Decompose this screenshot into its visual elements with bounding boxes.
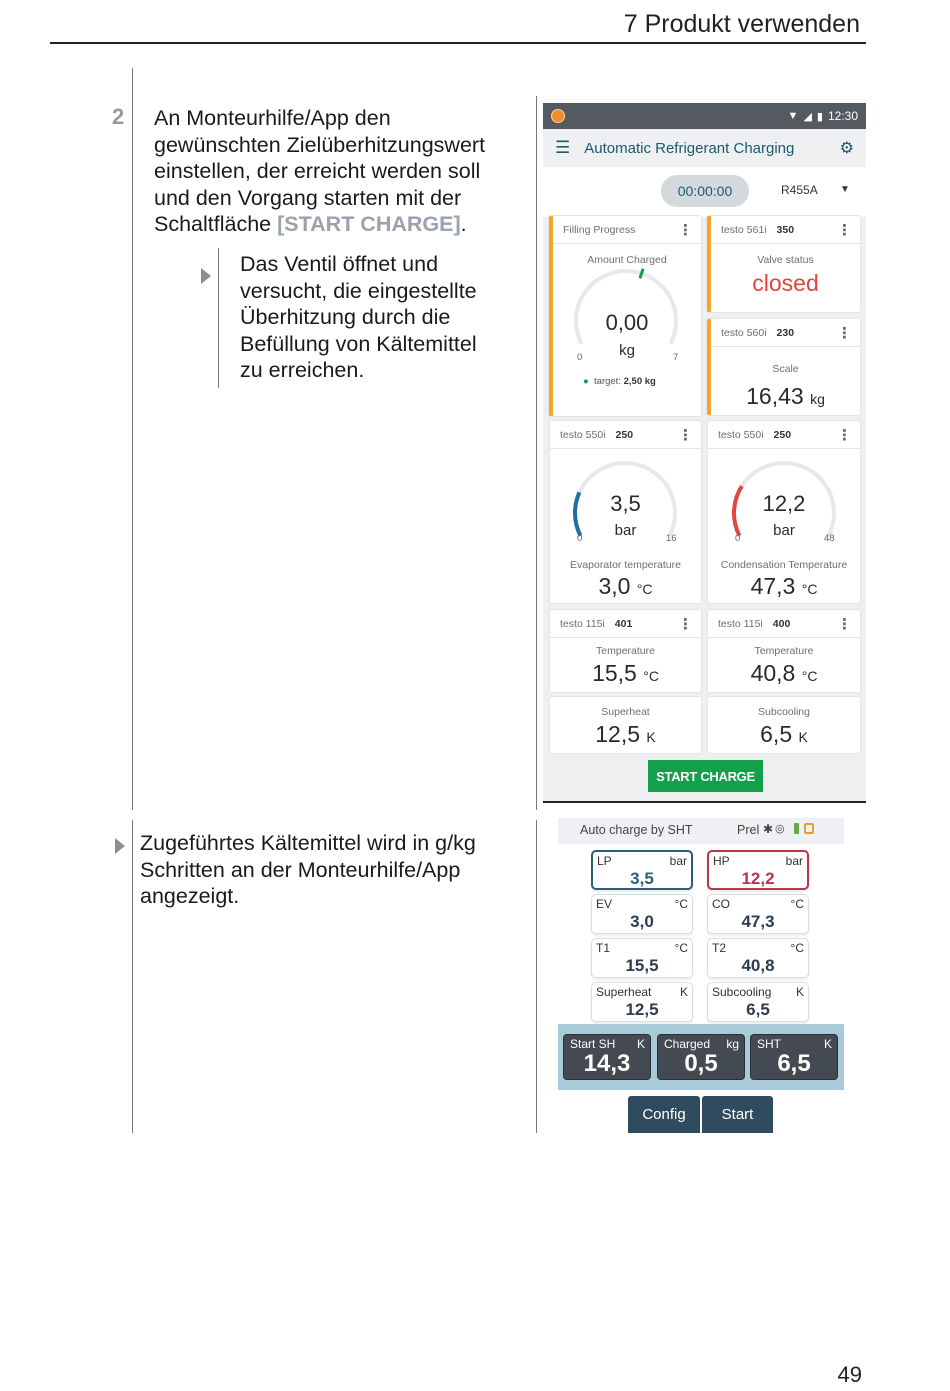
tile-value: 47,3 bbox=[741, 912, 775, 931]
gauge-min: 0 bbox=[735, 533, 741, 544]
tile-unit: bar bbox=[785, 854, 803, 868]
phone-app-screenshot bbox=[543, 103, 866, 801]
valve-status-value: closed bbox=[752, 270, 819, 296]
hp-tile bbox=[707, 850, 809, 890]
evaporator-temperature-row bbox=[550, 573, 701, 600]
bullet-arrow-icon bbox=[201, 268, 211, 284]
step-line: einstellen, der erreicht werden soll bbox=[154, 159, 481, 183]
result-line: Befüllung von Kältemittel bbox=[240, 331, 477, 356]
subcooling-card bbox=[708, 697, 860, 753]
more-options-icon[interactable]: ⋮ bbox=[837, 324, 852, 342]
scale-value: 16,43 bbox=[746, 383, 804, 409]
device-id: 401 bbox=[614, 617, 633, 630]
tile-name: Subcooling bbox=[712, 985, 772, 999]
device-name: testo 550i bbox=[560, 428, 606, 441]
amount-charged-label: Amount Charged bbox=[587, 254, 667, 266]
gauge-max: 48 bbox=[824, 533, 835, 544]
device-id: 250 bbox=[773, 428, 792, 441]
low-pressure-unit: bar bbox=[614, 522, 637, 539]
temperature-label: Temperature bbox=[754, 645, 814, 657]
valve-status-card bbox=[707, 216, 860, 312]
start-charge-reference: [START CHARGE] bbox=[277, 212, 461, 236]
device-id: 350 bbox=[776, 223, 795, 236]
gear-icon[interactable]: ⚙ bbox=[839, 140, 854, 157]
settings-icon: ◎ bbox=[775, 823, 785, 835]
condensation-temperature-row bbox=[708, 573, 860, 600]
result2-text bbox=[140, 830, 476, 910]
tile-name: HP bbox=[713, 854, 730, 868]
step-divider-right bbox=[536, 96, 537, 810]
condensation-temperature-unit: °C bbox=[801, 581, 818, 597]
card-title: Filling Progress bbox=[563, 223, 636, 236]
more-options-icon[interactable]: ⋮ bbox=[678, 615, 693, 633]
tile-name: T2 bbox=[712, 941, 727, 955]
device-name: testo 561i bbox=[721, 223, 767, 236]
header-rule bbox=[50, 42, 866, 44]
app-title: Automatic Refrigerant Charging bbox=[584, 139, 795, 157]
gauge-max: 7 bbox=[673, 352, 679, 363]
menu-icon[interactable]: ☰ bbox=[555, 138, 571, 157]
lp-tile bbox=[591, 850, 693, 890]
tile-value: 6,5 bbox=[777, 1050, 811, 1077]
co-tile bbox=[707, 894, 809, 934]
high-pressure-value: 12,2 bbox=[762, 491, 806, 516]
device-id: 230 bbox=[776, 326, 795, 339]
tile-value: 6,5 bbox=[746, 1000, 770, 1019]
tile-unit: K bbox=[823, 1037, 832, 1051]
battery-icon bbox=[794, 823, 799, 834]
config-button[interactable]: Config bbox=[628, 1096, 700, 1133]
start-button[interactable]: Start bbox=[702, 1096, 773, 1133]
tile-value: 40,8 bbox=[741, 956, 775, 975]
condensation-temperature-value: 47,3 bbox=[750, 573, 796, 599]
tile-unit: °C bbox=[790, 941, 804, 955]
result-line: angezeigt. bbox=[140, 884, 240, 908]
subcooling-label: Subcooling bbox=[758, 706, 810, 718]
step-line: An Monteurhilfe/App den bbox=[154, 106, 391, 130]
tile-value: 14,3 bbox=[583, 1050, 631, 1077]
scale-label: Scale bbox=[772, 363, 799, 375]
bullet-arrow-icon bbox=[115, 838, 125, 854]
start-charge-button[interactable]: START CHARGE bbox=[648, 760, 763, 792]
device-name: testo 115i bbox=[718, 617, 763, 630]
step-line bbox=[154, 211, 485, 238]
page-number: 49 bbox=[837, 1362, 862, 1387]
screenshot-rule bbox=[543, 801, 866, 803]
step-line: und den Vorgang starten mit der bbox=[154, 185, 462, 210]
target-row: ● target: 2,50 kg bbox=[583, 376, 656, 387]
step-line: gewünschten Zielüberhitzungswert bbox=[154, 132, 486, 157]
temperature-unit: °C bbox=[643, 668, 659, 684]
chevron-down-icon[interactable]: ▼ bbox=[840, 184, 850, 195]
target-value: 2,50 kg bbox=[623, 376, 656, 387]
charged-tile bbox=[657, 1034, 745, 1080]
start-sh-tile bbox=[563, 1034, 651, 1080]
instrument-title: Auto charge by SHT bbox=[580, 823, 693, 837]
condensation-temperature-label: Condensation Temperature bbox=[720, 559, 848, 571]
more-options-icon[interactable]: ⋮ bbox=[837, 615, 852, 633]
temperature-row bbox=[550, 660, 701, 687]
instrument-prel: Prel bbox=[737, 823, 760, 837]
superheat-tile bbox=[591, 982, 693, 1022]
tile-value: 0,5 bbox=[684, 1050, 718, 1077]
result-text bbox=[240, 251, 477, 384]
signal-icon: ◢ bbox=[803, 110, 812, 123]
lock-icon bbox=[804, 823, 814, 834]
tile-name: LP bbox=[597, 854, 612, 868]
filling-target-marker bbox=[640, 269, 643, 279]
step-instruction bbox=[154, 105, 485, 238]
evaporator-temperature-unit: °C bbox=[636, 581, 653, 597]
superheat-row bbox=[550, 721, 701, 748]
superheat-unit: K bbox=[646, 729, 656, 745]
tile-name: SHT bbox=[757, 1037, 781, 1051]
tile-name: Superheat bbox=[596, 985, 652, 999]
status-time: 12:30 bbox=[827, 109, 858, 123]
tile-value: 12,5 bbox=[625, 1000, 659, 1019]
temperature-card-2 bbox=[708, 610, 860, 692]
sht-tile bbox=[750, 1034, 838, 1080]
gauge-max: 16 bbox=[666, 533, 677, 544]
scale-value-row bbox=[711, 383, 860, 410]
page-header-title: 7 Produkt verwenden bbox=[623, 10, 860, 38]
tile-unit: °C bbox=[674, 941, 688, 955]
charge-summary-band bbox=[558, 1024, 844, 1090]
more-options-icon[interactable]: ⋮ bbox=[678, 426, 693, 444]
superheat-value: 12,5 bbox=[595, 721, 641, 747]
refrigerant-select[interactable]: R455A bbox=[781, 183, 818, 197]
device-id: 400 bbox=[772, 617, 791, 630]
superheat-label: Superheat bbox=[601, 706, 650, 718]
temperature-row bbox=[708, 660, 860, 687]
superheat-card bbox=[550, 697, 701, 753]
result-line: versucht, die eingestellte bbox=[240, 278, 477, 303]
result-line: Zugeführtes Kältemittel wird in g/kg bbox=[140, 831, 476, 855]
high-pressure-unit: bar bbox=[773, 522, 795, 539]
scale-card bbox=[707, 319, 860, 415]
result2-divider-left bbox=[132, 820, 133, 1133]
result-line: Das Ventil öffnet und bbox=[240, 252, 439, 276]
tile-name: CO bbox=[712, 897, 730, 911]
evaporator-temperature-label: Evaporator temperature bbox=[570, 559, 681, 571]
tile-unit: K bbox=[636, 1037, 645, 1051]
device-name: testo 550i bbox=[718, 428, 764, 441]
wifi-icon: ▼ bbox=[787, 110, 799, 122]
tile-unit: °C bbox=[790, 897, 804, 911]
instrument-screenshot bbox=[558, 818, 844, 1133]
subcooling-unit: K bbox=[798, 729, 808, 745]
high-pressure-card bbox=[708, 421, 860, 603]
subcooling-row bbox=[708, 721, 860, 748]
evaporator-temperature-value: 3,0 bbox=[598, 573, 631, 599]
status-bar bbox=[543, 103, 866, 129]
timer-row bbox=[543, 167, 866, 217]
amount-charged-unit: kg bbox=[619, 342, 635, 359]
tile-value: 3,0 bbox=[630, 912, 654, 931]
ev-tile bbox=[591, 894, 693, 934]
result2-divider-right bbox=[536, 820, 537, 1133]
low-pressure-card bbox=[550, 421, 701, 603]
result-line: Schritten an der Monteurhilfe/App bbox=[140, 857, 461, 882]
result-line: zu erreichen. bbox=[240, 358, 365, 382]
result-divider bbox=[218, 248, 219, 388]
tile-value: 15,5 bbox=[625, 956, 659, 975]
device-name: testo 560i bbox=[721, 326, 767, 339]
filling-progress-card bbox=[549, 216, 701, 416]
gauge-min: 0 bbox=[577, 533, 583, 544]
tile-value: 3,5 bbox=[630, 869, 654, 888]
tile-name: Start SH bbox=[570, 1037, 616, 1051]
scale-unit: kg bbox=[810, 391, 825, 407]
tile-unit: bar bbox=[669, 854, 687, 868]
tile-name: T1 bbox=[596, 941, 611, 955]
more-options-icon[interactable]: ⋮ bbox=[837, 221, 852, 239]
bluetooth-icon: ✱ bbox=[763, 822, 774, 836]
battery-icon: ▮ bbox=[816, 110, 823, 123]
tile-unit: °C bbox=[674, 897, 688, 911]
tile-unit: K bbox=[679, 985, 688, 999]
step-line-prefix: Schaltfläche bbox=[154, 212, 278, 236]
temperature-unit: °C bbox=[801, 668, 818, 684]
more-options-icon[interactable]: ⋮ bbox=[837, 426, 852, 444]
amount-charged-value: 0,00 bbox=[605, 310, 649, 335]
target-label: target: bbox=[594, 376, 621, 387]
tile-value: 12,2 bbox=[741, 869, 775, 888]
step-divider-left bbox=[132, 68, 133, 810]
t1-tile bbox=[591, 938, 693, 978]
timer-display: 00:00:00 bbox=[661, 175, 749, 207]
valve-status-label: Valve status bbox=[757, 254, 814, 266]
more-options-icon[interactable]: ⋮ bbox=[678, 221, 693, 239]
step-line-suffix: . bbox=[460, 212, 467, 236]
result-line: Überhitzung durch die bbox=[240, 305, 451, 329]
subcooling-tile bbox=[707, 982, 809, 1022]
tile-name: EV bbox=[596, 897, 613, 911]
temperature-label: Temperature bbox=[596, 645, 655, 657]
temperature-value: 40,8 bbox=[750, 660, 796, 686]
device-name: testo 115i bbox=[560, 617, 605, 630]
step-number: 2 bbox=[112, 104, 125, 129]
temperature-value: 15,5 bbox=[592, 660, 637, 686]
app-bar bbox=[543, 129, 866, 167]
subcooling-value: 6,5 bbox=[760, 721, 793, 747]
temperature-card-1 bbox=[550, 610, 701, 692]
t2-tile bbox=[707, 938, 809, 978]
low-pressure-value: 3,5 bbox=[610, 491, 641, 516]
gauge-min: 0 bbox=[577, 352, 583, 363]
tile-name: Charged bbox=[664, 1037, 711, 1051]
instrument-header bbox=[558, 818, 844, 844]
tile-unit: K bbox=[795, 985, 804, 999]
device-id: 250 bbox=[615, 428, 634, 441]
tile-unit: kg bbox=[726, 1037, 739, 1051]
app-logo-icon bbox=[551, 109, 565, 123]
